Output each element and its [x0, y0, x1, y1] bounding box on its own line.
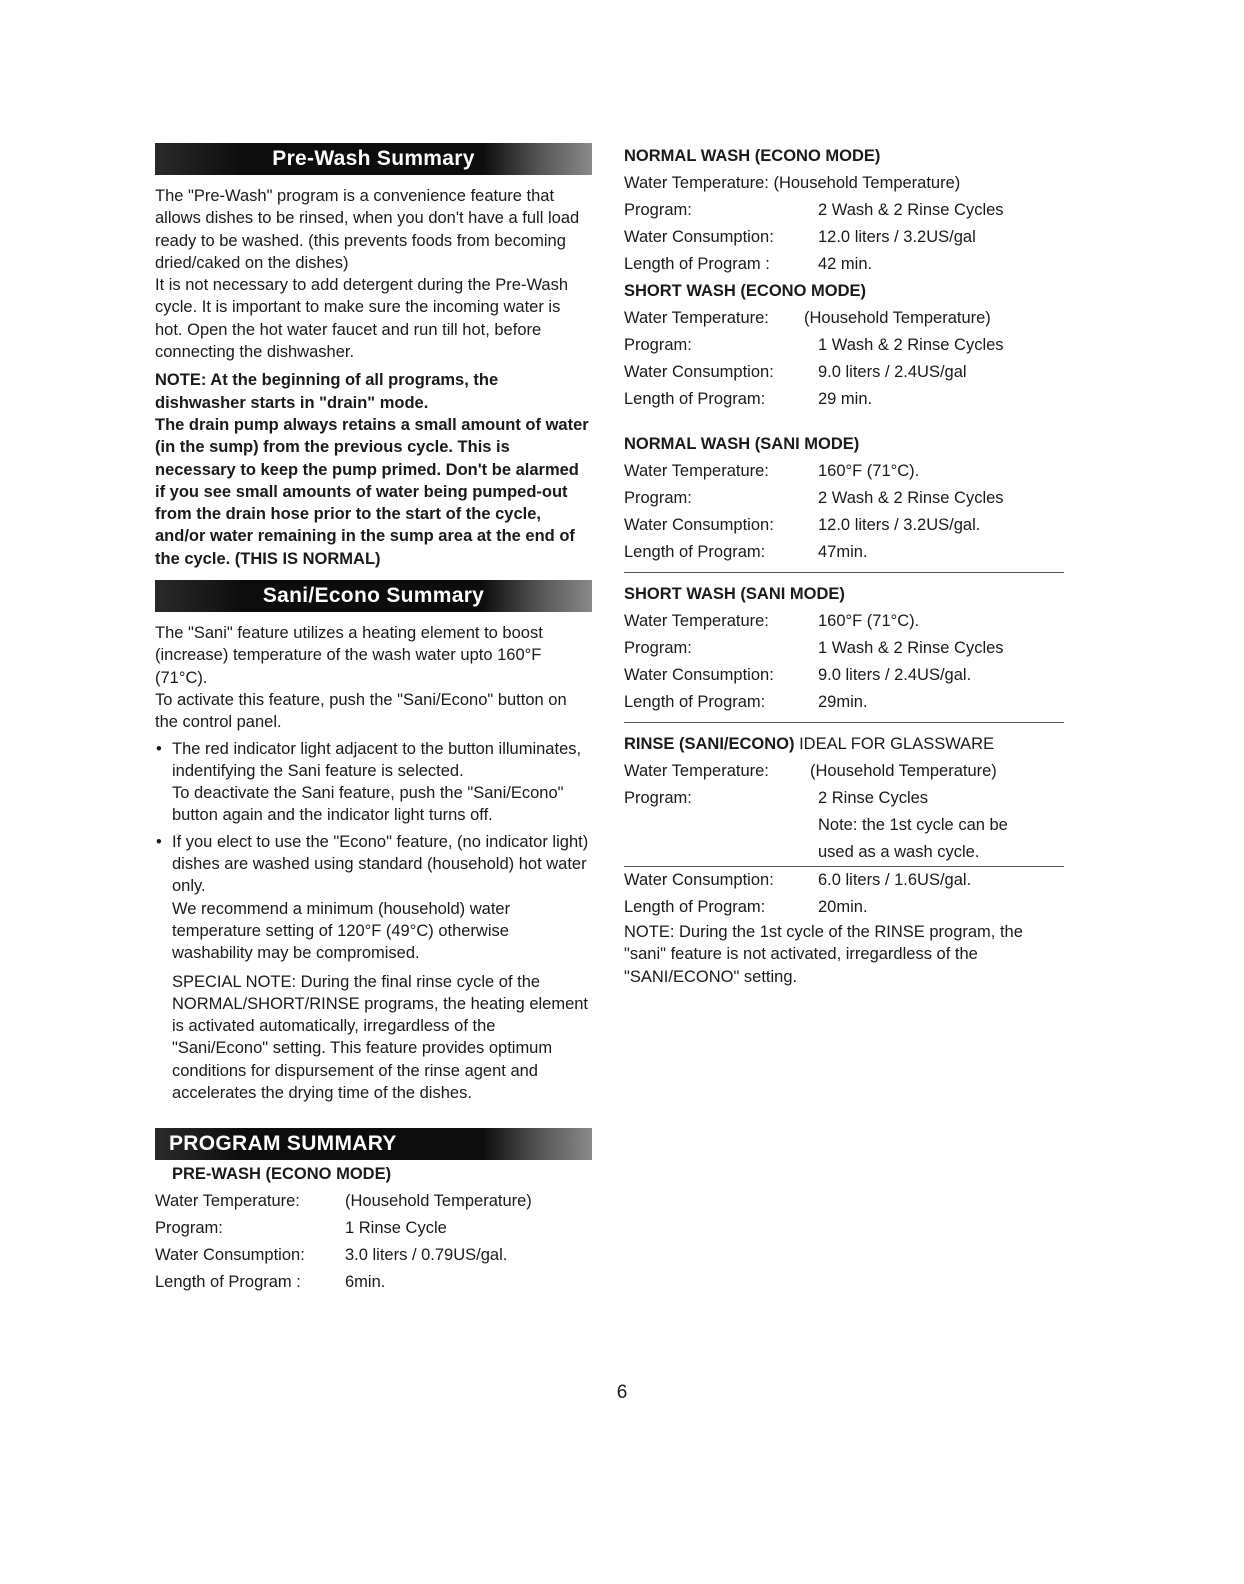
normal-sani-spec [624, 431, 1064, 566]
spec-row: Water Consumption: 6.0 liters / 1.6US/gal. [624, 871, 972, 889]
prewash-summary-banner: Pre-Wash Summary [155, 143, 592, 175]
sani-activate: To activate this feature, push the "Sani/Econo" button on the control panel. [155, 690, 567, 732]
spec-row: Length of Program : 42 min. [624, 255, 873, 273]
spec-row: Water Consumption: 12.0 liters / 3.2US/gal [624, 228, 976, 246]
prewash-econo-spec [155, 1161, 592, 1296]
spec-row: Water Temperature: 160°F (71°C). [624, 612, 920, 630]
sani-bullet2-special: SPECIAL NOTE: During the final rinse cycle of the NORMAL/SHORT/RINSE programs, the heating element is activated automatically, irregardless of the "Sani/Econo" setting. This feature provides optimum conditions for dispursement of the rinse agent and accelerates the drying time of the dishes. [172, 972, 589, 1102]
sani-intro: The "Sani" feature utilizes a heating element to boost (increase) temperature of the wash water upto 160°F (71°C). [155, 624, 543, 687]
program-summary-banner: PROGRAM SUMMARY [155, 1128, 592, 1160]
spec-row: used as a wash cycle. [818, 843, 980, 861]
spec-row: Length of Program: 29 min. [624, 390, 873, 408]
sani-bullets [155, 738, 592, 1105]
short-econo-title: SHORT WASH (ECONO MODE) [624, 282, 866, 300]
right-column [624, 143, 1064, 988]
prewash-intro: The "Pre-Wash" program is a convenience feature that allows dishes to be rinsed, when you don't have a full load ready to be washed. (this prevents foods from becoming dried/caked on the dishes) [155, 187, 580, 272]
rinse-spec [624, 731, 1064, 988]
spec-row: Note: the 1st cycle can be [818, 816, 1008, 834]
normal-econo-title: NORMAL WASH (ECONO MODE) [624, 147, 881, 165]
prewash-note: NOTE: At the beginning of all programs, the dishwasher starts in "drain" mode. [155, 371, 499, 412]
spec-row: Water Temperature: 160°F (71°C). [624, 462, 920, 480]
spec-row: Water Temperature: (Household Temperature) [155, 1192, 532, 1211]
normal-econo-spec [624, 143, 1064, 278]
rinse-note: NOTE: During the 1st cycle of the RINSE program, the "sani" feature is not activated, irregardless of the "SANI/ECONO" setting. [624, 923, 1023, 986]
spec-row: Length of Program : 6min. [155, 1273, 386, 1292]
spec-row: Length of Program: 20min. [624, 898, 868, 916]
spec-row: Water Consumption: 9.0 liters / 2.4US/gal [624, 363, 967, 381]
prewash-econo-title: PRE-WASH (ECONO MODE) [172, 1165, 392, 1184]
spec-row: Water Consumption: 9.0 liters / 2.4US/gal. [624, 666, 972, 684]
spec-row: Length of Program: 47min. [624, 543, 868, 561]
prewash-detergent: It is not necessary to add detergent during the Pre-Wash cycle. It is important to make sure the incoming water is hot. Open the hot water faucet and run till hot, before connecting the dishwasher. [155, 276, 569, 362]
sani-econo-summary-banner: Sani/Econo Summary [155, 580, 592, 612]
spec-row: Program: 1 Wash & 2 Rinse Cycles [624, 639, 1004, 657]
spec-row: Program: 2 Wash & 2 Rinse Cycles [624, 489, 1004, 507]
sani-bullet-indicator [155, 738, 592, 827]
spec-row: Water Consumption: 3.0 liters / 0.79US/gal. [155, 1246, 508, 1265]
spec-row: Water Consumption: 12.0 liters / 3.2US/gal. [624, 516, 981, 534]
spec-row: Water Temperature: (Household Temperature) [624, 174, 961, 192]
divider [624, 722, 1064, 723]
spec-row: Program: 1 Wash & 2 Rinse Cycles [624, 336, 1004, 354]
spec-row: Program: 2 Wash & 2 Rinse Cycles [624, 201, 1004, 219]
sani-bullet1-text: • The red indicator light adjacent to the button illuminates, indentifying the Sani feature is selected. [172, 739, 582, 780]
sani-bullet2-recommend: We recommend a minimum (household) water temperature setting of 120°F (49°C) otherwise washability may be compromised. [172, 899, 511, 963]
spec-row: Program: 2 Rinse Cycles [624, 789, 929, 807]
left-column [155, 143, 592, 1296]
sani-bullet1-deactivate: To deactivate the Sani feature, push the "Sani/Econo" button again and the indicator light turns off. [172, 784, 564, 825]
normal-sani-title: NORMAL WASH (SANI MODE) [624, 435, 860, 453]
short-sani-title: SHORT WASH (SANI MODE) [624, 585, 845, 603]
page-number: 6 [616, 1382, 628, 1403]
spec-row: Program: 1 Rinse Cycle [155, 1219, 447, 1238]
short-econo-spec [624, 278, 1064, 413]
sani-bullet2-text: • If you elect to use the "Econo" feature, (no indicator light) dishes are washed using standard (household) hot water only. [172, 832, 589, 896]
divider [624, 572, 1064, 573]
rinse-title: RINSE (SANI/ECONO) IDEAL FOR GLASSWARE [624, 735, 995, 753]
sani-bullet-econo [155, 831, 592, 1105]
spec-row: Water Temperature: (Household Temperature) [624, 762, 997, 780]
spec-row: Length of Program: 29min. [624, 693, 868, 711]
short-sani-spec [624, 581, 1064, 716]
spec-row: Water Temperature: (Household Temperature) [624, 309, 991, 327]
prewash-drain-pump: The drain pump always retains a small amount of water (in the sump) from the previous cycle. This is necessary to keep the pump primed. Don't be alarmed if you see small amounts of water being pumped-out from the drain hose prior to the start of the cycle, and/or water remaining in the sump area at the end of the cycle. (THIS IS NORMAL) [155, 415, 589, 568]
